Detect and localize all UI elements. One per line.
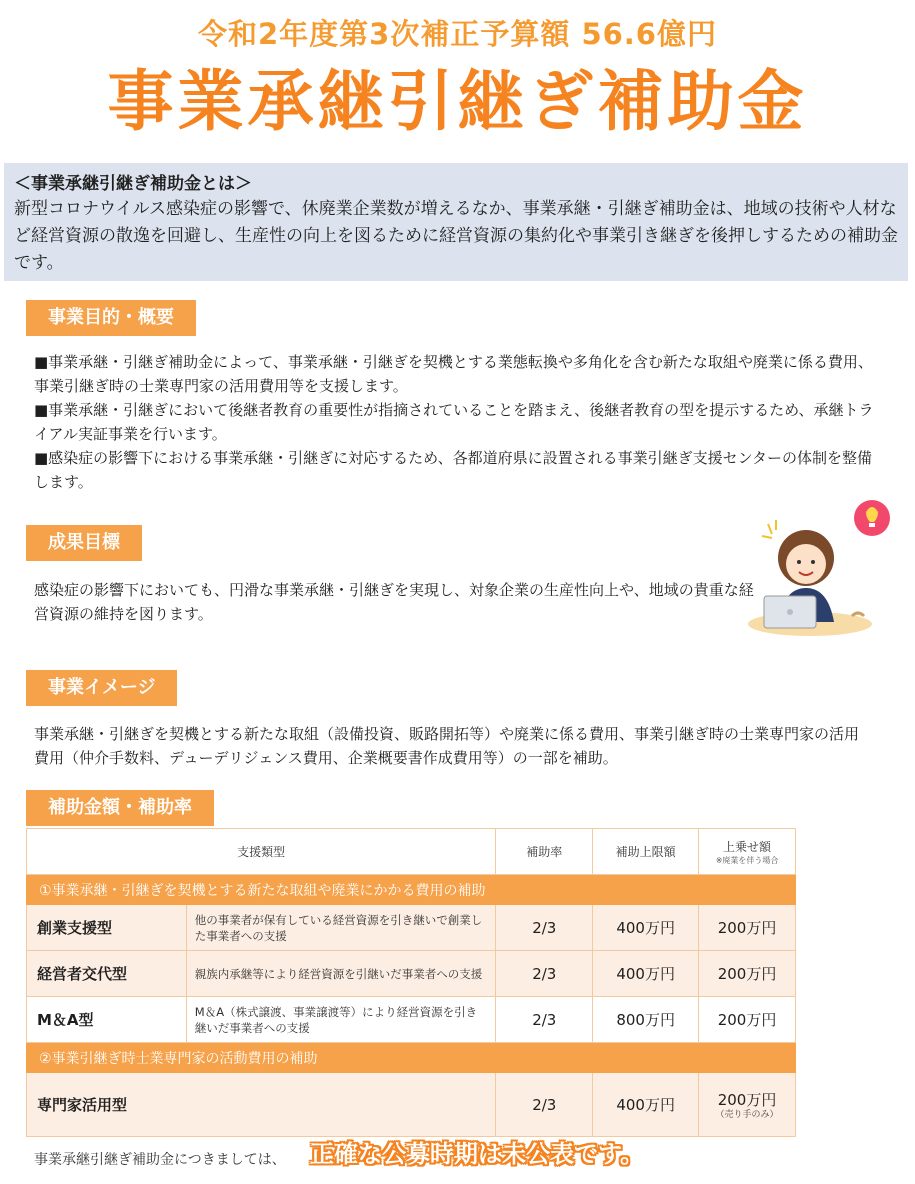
intro-body: 新型コロナウイルス感染症の影響で、休廃業企業数が増えるなか、事業承継・引継ぎ補助金は、地域の技術や人材など経営資源の散逸を回避し、生産性の向上を図るために経営資源の集約化や事業引き継ぎを後押しするための補助金です。 xyxy=(14,199,898,273)
band-1-label: ①事業承継・引継ぎを契機とする新たな取組や廃業にかかる費用の補助 xyxy=(27,875,796,905)
row-limit: 400万円 xyxy=(593,951,699,997)
section-label-image: 事業イメージ xyxy=(26,670,177,706)
table-row xyxy=(27,951,796,997)
row-rate: 2/3 xyxy=(496,951,593,997)
table-band-1 xyxy=(27,875,796,905)
row-rate: 2/3 xyxy=(496,1073,593,1137)
businesswoman-illustration-icon xyxy=(740,496,900,646)
row-rate: 2/3 xyxy=(496,905,593,951)
col-header-type: 支援類型 xyxy=(27,829,496,875)
budget-subtitle: 令和2年度第3次補正予算額 56.6億円 xyxy=(197,17,717,51)
purpose-item: ■感染症の影響下における事業承継・引継ぎに対応するため、各都道府県に設置される事業引継ぎ支援センターの体制を整備します。 xyxy=(34,449,872,491)
row-limit: 800万円 xyxy=(593,997,699,1043)
row-type-name: M＆A型 xyxy=(27,997,187,1043)
section-label-goal: 成果目標 xyxy=(26,525,142,561)
row-extra: 200万円 xyxy=(699,951,796,997)
intro-box xyxy=(4,163,908,281)
row-type-name: 専門家活用型 xyxy=(27,1073,496,1137)
footer-text: 事業承継引継ぎ補助金につきましては、 xyxy=(34,1152,286,1168)
footer-emphasis: 正確な公募時期は未公表です。 xyxy=(310,1140,645,1168)
row-type-desc: 他の事業者が保有している経営資源を引き継いで創業した事業者への支援 xyxy=(186,905,496,951)
row-type-name: 経営者交代型 xyxy=(27,951,187,997)
row-extra: 200万円 xyxy=(699,997,796,1043)
row-extra-note: （売り手のみ） xyxy=(715,1109,779,1120)
intro-heading: ＜事業承継引継ぎ補助金とは＞ xyxy=(14,174,252,194)
table-header-row xyxy=(27,829,796,875)
table-band-2 xyxy=(27,1043,796,1073)
band-2-label: ②事業引継ぎ時士業専門家の活動費用の補助 xyxy=(27,1043,796,1073)
image-text: 事業承継・引継ぎを契機とする新たな取組（設備投資、販路開拓等）や廃業に係る費用、事業引継ぎ時の士業専門家の活用費用（仲介手数料、デューデリジェンス費用、企業概要書作成費用等）の一部を補助。 xyxy=(34,725,860,767)
row-rate: 2/3 xyxy=(496,997,593,1043)
row-extra: 200万円 xyxy=(699,905,796,951)
col-header-rate: 補助率 xyxy=(496,829,593,875)
col-header-extra-note: ※廃業を伴う場合 xyxy=(715,855,779,865)
purpose-list xyxy=(34,350,879,494)
col-header-limit: 補助上限額 xyxy=(593,829,699,875)
section-label-amount: 補助金額・補助率 xyxy=(26,790,214,826)
table-row xyxy=(27,997,796,1043)
col-header-extra xyxy=(699,829,796,875)
row-limit: 400万円 xyxy=(593,905,699,951)
goal-text: 感染症の影響下においても、円滑な事業承継・引継ぎを実現し、対象企業の生産性向上や、地域の貴重な経営資源の維持を図ります。 xyxy=(34,581,754,623)
purpose-item: ■事業承継・引継ぎにおいて後継者教育の重要性が指摘されていることを踏まえ、後継者教育の型を提示するため、承継トライアル実証事業を行います。 xyxy=(34,401,874,443)
row-type-desc: M＆A（株式譲渡、事業譲渡等）により経営資源を引き継いだ事業者への支援 xyxy=(186,997,496,1043)
page-title: 事業承継引継ぎ補助金 xyxy=(107,63,808,140)
row-limit: 400万円 xyxy=(593,1073,699,1137)
subsidy-table xyxy=(26,828,796,1137)
row-extra-value: 200万円 xyxy=(717,1090,777,1109)
col-header-extra-label: 上乗せ額 xyxy=(723,839,772,854)
row-extra xyxy=(699,1073,796,1137)
table-row xyxy=(27,905,796,951)
purpose-item: ■事業承継・引継ぎ補助金によって、事業承継・引継ぎを契機とする業態転換や多角化を含む新たな取組や廃業に係る費用、事業引継ぎ時の士業専門家の活用費用等を支援します。 xyxy=(34,353,873,395)
table-row xyxy=(27,1073,796,1137)
row-type-desc: 親族内承継等により経営資源を引継いだ事業者への支援 xyxy=(186,951,496,997)
section-label-purpose: 事業目的・概要 xyxy=(26,300,196,336)
row-type-name: 創業支援型 xyxy=(27,905,187,951)
